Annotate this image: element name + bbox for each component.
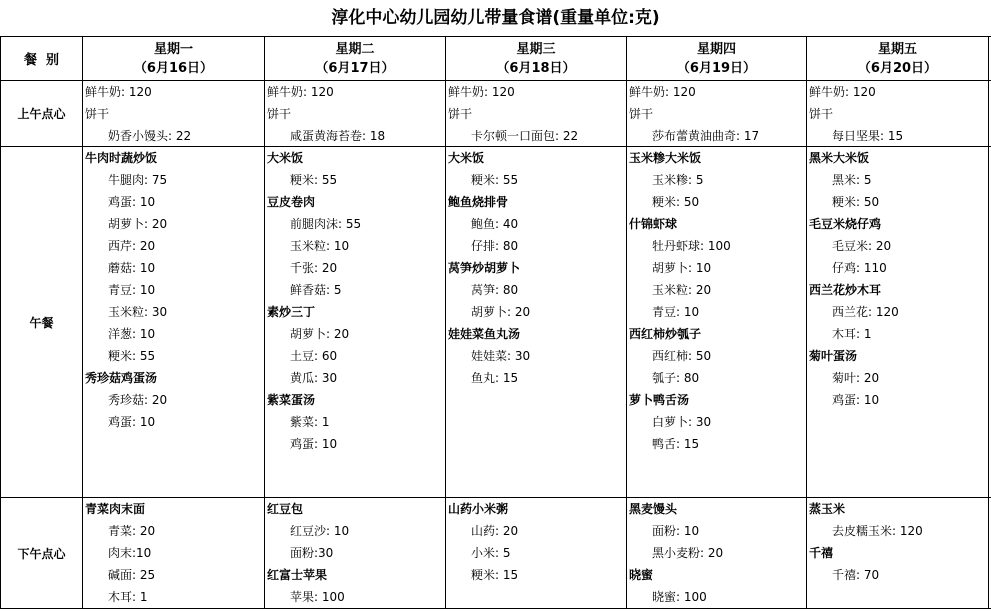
ingredient-item: 苹果: 100 (290, 590, 345, 604)
ingredient-item: 晓蜜: 100 (652, 590, 707, 604)
ingredient-item: 西芹: 20 (108, 239, 156, 253)
ingredient-item: 胡萝卜: 20 (108, 217, 168, 231)
dish-name: 莴笋炒胡萝卜 (448, 261, 521, 275)
category-header: 餐 别 (23, 53, 60, 68)
weekday-label: 星期二 (335, 42, 375, 57)
ingredient-item: 鲍鱼: 40 (471, 217, 519, 231)
ingredient-item: 鲜香菇: 5 (290, 283, 342, 297)
ingredient-item: 木耳: 1 (832, 327, 872, 341)
ingredient-item: 白萝卜: 30 (652, 415, 712, 429)
day-header-fri (807, 37, 988, 80)
ingredient-item: 仔鸡: 110 (832, 261, 887, 275)
ingredient-item: 黑米: 5 (832, 173, 872, 187)
weekday-label: 星期三 (516, 42, 556, 57)
ingredient-item: 土豆: 60 (290, 349, 338, 363)
dish-name: 菊叶蛋汤 (809, 349, 858, 363)
biscuit-item: 饼干 (448, 107, 473, 121)
ingredient-item: 小米: 5 (471, 546, 511, 560)
dish-name: 豆皮卷肉 (267, 195, 316, 209)
weekday-label: 星期五 (877, 42, 917, 57)
ingredient-item: 鸡蛋: 10 (108, 415, 156, 429)
weekday-label: 星期四 (696, 42, 736, 57)
biscuit-item: 饼干 (629, 107, 654, 121)
grid-line-bottom (0, 608, 991, 609)
ingredient-item: 面粉:30 (290, 546, 334, 560)
ingredient-item: 青菜: 20 (108, 524, 156, 538)
ingredient-item: 玉米粒: 10 (290, 239, 350, 253)
ingredient-item: 胡萝卜: 20 (290, 327, 350, 341)
snack-item: 咸蛋黄海苔卷: 18 (290, 129, 386, 143)
ingredient-item: 碱面: 25 (108, 568, 156, 582)
ingredient-item: 粳米: 55 (108, 349, 156, 363)
ingredient-item: 玉米粒: 20 (652, 283, 712, 297)
ingredient-item: 黄瓜: 30 (290, 371, 338, 385)
ingredient-item: 玉米粒: 30 (108, 305, 168, 319)
ingredient-item: 鸭舌: 15 (652, 437, 700, 451)
afternoon-cell-wed (446, 498, 626, 608)
dish-name: 什锦虾球 (629, 217, 678, 231)
biscuit-item: 饼干 (809, 107, 834, 121)
afternoon-cell-thu (627, 498, 806, 608)
dish-name: 素炒三丁 (267, 305, 316, 319)
day-header-tue (265, 37, 445, 80)
afternoon-cell-tue (265, 498, 445, 608)
milk-item: 鲜牛奶: 120 (629, 85, 696, 99)
date-label: （6月16日） (133, 61, 214, 76)
ingredient-item: 毛豆米: 20 (832, 239, 892, 253)
ingredient-item: 菊叶: 20 (832, 371, 880, 385)
weekday-label: 星期一 (153, 42, 193, 57)
morning-cell-fri (807, 81, 988, 146)
ingredient-item: 面粉: 10 (652, 524, 700, 538)
dish-name: 大米饭 (267, 151, 304, 165)
ingredient-item: 西红柿: 50 (652, 349, 712, 363)
row-label-morning: 上午点心 (17, 107, 66, 121)
ingredient-item: 黑小麦粉: 20 (652, 546, 724, 560)
day-header-mon (83, 37, 264, 80)
ingredient-item: 粳米: 50 (832, 195, 880, 209)
ingredient-item: 千禧: 70 (832, 568, 880, 582)
dish-name: 黑米大米饭 (809, 151, 870, 165)
ingredient-item: 去皮糯玉米: 120 (832, 524, 923, 538)
snack-item: 每日坚果: 15 (832, 129, 904, 143)
ingredient-item: 鸡蛋: 10 (108, 195, 156, 209)
dish-name: 玉米糁大米饭 (629, 151, 702, 165)
morning-cell-thu (627, 81, 806, 146)
grid-line-right (988, 36, 989, 609)
ingredient-item: 粳米: 55 (290, 173, 338, 187)
ingredient-item: 千张: 20 (290, 261, 338, 275)
biscuit-item: 饼干 (85, 107, 110, 121)
snack-item: 奶香小馒头: 22 (108, 129, 192, 143)
dish-name: 黑麦馒头 (629, 502, 678, 516)
milk-item: 鲜牛奶: 120 (448, 85, 515, 99)
dish-name: 蒸玉米 (809, 502, 846, 516)
lunch-cell-tue (265, 147, 445, 497)
date-label: （6月17日） (315, 61, 395, 76)
morning-cell-tue (265, 81, 445, 146)
day-header-wed (446, 37, 626, 80)
dish-name: 西红柿炒瓠子 (629, 327, 702, 341)
ingredient-item: 粳米: 55 (471, 173, 519, 187)
ingredient-item: 仔排: 80 (471, 239, 519, 253)
ingredient-item: 山药: 20 (471, 524, 519, 538)
dish-name: 千禧 (809, 546, 834, 560)
ingredient-item: 肉末:10 (108, 546, 152, 560)
ingredient-item: 牛腿肉: 75 (108, 173, 168, 187)
dish-name: 晓蜜 (629, 568, 654, 582)
lunch-cell-thu (627, 147, 806, 497)
dish-name: 大米饭 (448, 151, 485, 165)
morning-cell-mon (83, 81, 264, 146)
dish-name: 紫菜蛋汤 (267, 393, 316, 407)
snack-item: 莎布蕾黄油曲奇: 17 (652, 129, 760, 143)
dish-name: 萝卜鸭舌汤 (629, 393, 690, 407)
lunch-cell-mon (83, 147, 264, 497)
dish-name: 青菜肉末面 (85, 502, 146, 516)
ingredient-item: 鱼丸: 15 (471, 371, 519, 385)
ingredient-item: 牡丹虾球: 100 (652, 239, 731, 253)
dish-name: 牛肉时蔬炒饭 (85, 151, 158, 165)
row-label-afternoon: 下午点心 (17, 546, 66, 561)
ingredient-item: 西兰花: 120 (832, 305, 899, 319)
ingredient-item: 青豆: 10 (652, 305, 700, 319)
ingredient-item: 娃娃菜: 30 (471, 349, 531, 363)
date-label: （6月19日） (676, 61, 757, 76)
dish-name: 山药小米粥 (448, 502, 509, 516)
row-label-lunch: 午餐 (29, 315, 54, 330)
ingredient-item: 木耳: 1 (108, 590, 148, 604)
ingredient-item: 瓠子: 80 (652, 371, 700, 385)
dish-name: 毛豆米烧仔鸡 (809, 217, 882, 231)
ingredient-item: 莴笋: 80 (471, 283, 519, 297)
dish-name: 秀珍菇鸡蛋汤 (85, 371, 158, 385)
dish-name: 红富士苹果 (267, 568, 328, 582)
ingredient-item: 胡萝卜: 20 (471, 305, 531, 319)
milk-item: 鲜牛奶: 120 (267, 85, 334, 99)
ingredient-item: 鸡蛋: 10 (290, 437, 338, 451)
ingredient-item: 洋葱: 10 (108, 327, 156, 341)
ingredient-item: 粳米: 50 (652, 195, 700, 209)
ingredient-item: 前腿肉沫: 55 (290, 217, 362, 231)
ingredient-item: 胡萝卜: 10 (652, 261, 712, 275)
morning-cell-wed (446, 81, 626, 146)
dish-name: 鲍鱼烧排骨 (448, 195, 509, 209)
ingredient-item: 秀珍菇: 20 (108, 393, 168, 407)
dish-name: 西兰花炒木耳 (809, 283, 882, 297)
afternoon-cell-fri (807, 498, 988, 608)
ingredient-item: 紫菜: 1 (290, 415, 330, 429)
date-label: （6月18日） (496, 61, 576, 76)
dish-name: 娃娃菜鱼丸汤 (448, 327, 521, 341)
milk-item: 鲜牛奶: 120 (85, 85, 152, 99)
biscuit-item: 饼干 (267, 107, 292, 121)
ingredient-item: 玉米糁: 5 (652, 173, 704, 187)
ingredient-item: 青豆: 10 (108, 283, 156, 297)
ingredient-item: 红豆沙: 10 (290, 524, 350, 538)
lunch-cell-fri (807, 147, 988, 497)
ingredient-item: 粳米: 15 (471, 568, 519, 582)
dish-name: 红豆包 (267, 502, 304, 516)
date-label: （6月20日） (857, 61, 938, 76)
page-title: 淳化中心幼儿园幼儿带量食谱(重量单位:克) (331, 8, 660, 28)
snack-item: 卡尔顿一口面包: 22 (471, 129, 579, 143)
day-header-thu (627, 37, 806, 80)
ingredient-item: 鸡蛋: 10 (832, 393, 880, 407)
ingredient-item: 蘑菇: 10 (108, 261, 156, 275)
afternoon-cell-mon (83, 498, 264, 608)
lunch-cell-wed (446, 147, 626, 497)
milk-item: 鲜牛奶: 120 (809, 85, 876, 99)
